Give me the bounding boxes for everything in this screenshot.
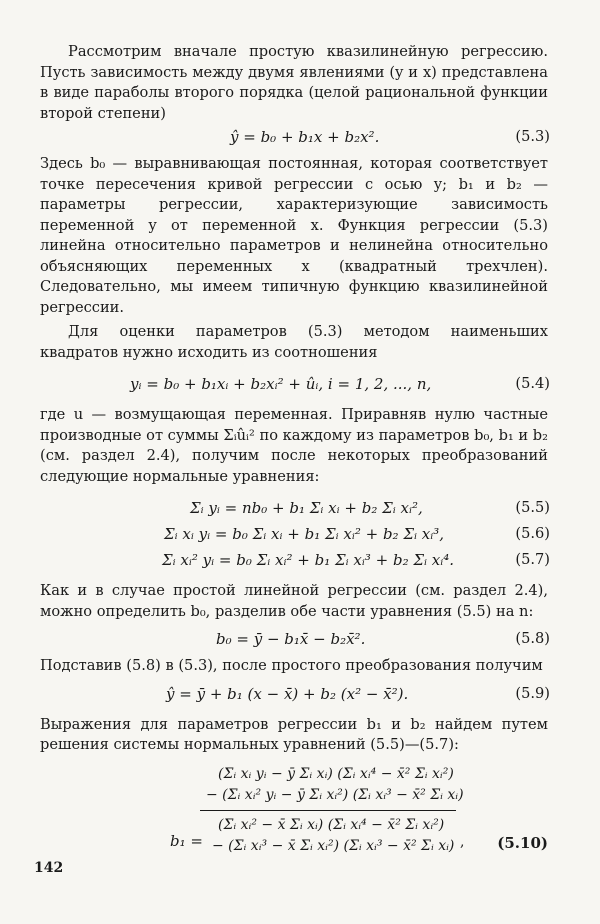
equation-5-5-expr: Σᵢ yᵢ = nb₀ + b₁ Σᵢ xᵢ + b₂ Σᵢ xᵢ²,: [190, 499, 423, 517]
equation-5-9: [40, 681, 548, 707]
equation-5-8-expr: b₀ = ȳ − b₁x̄ − b₂x̄².: [216, 630, 366, 648]
equation-5-9-expr: ŷ = ȳ + b₁ (x − x̄) + b₂ (x² − x̄²).: [166, 684, 409, 703]
equation-5-5-number: (5.5): [515, 499, 550, 516]
equation-5-7: [40, 547, 548, 573]
paragraph-explanation: Здесь b₀ — выравнивающая постоянная, которая соответствует точке пересечения кривой регрессии с осью y; b₁ и b₂ — параметры регрессии, характеризующие зависимость переменной y от переменной x. Функция регрессии (5.3) линейна относительно параметров и нелинейна относительно объясняющих переменных x (квадратный трехчлен). Следовательно, мы имеем типичную функцию квазилинейной регрессии.: [40, 155, 548, 316]
page-number: 142: [34, 860, 64, 876]
denominator-line-2: − (Σᵢ xᵢ³ − x̄ Σᵢ xᵢ²) (Σᵢ xᵢ³ − x̄² Σᵢ xᵢ): [212, 837, 455, 854]
equation-5-10-lhs: b₁ =: [170, 831, 203, 850]
equation-5-7-expr: Σᵢ xᵢ² yᵢ = b₀ Σᵢ xᵢ² + b₁ Σᵢ xᵢ³ + b₂ Σᵢ xᵢ⁴.: [162, 551, 455, 569]
equation-5-6-number: (5.6): [515, 525, 550, 542]
equation-5-5: [40, 495, 548, 521]
fraction-bar: [200, 810, 456, 811]
paragraph-normal-equations: где u — возмущающая переменная. Приравняв нулю частные производные от суммы Σᵢûᵢ² по каждому из параметров b₀, b₁ и b₂ (см. раздел 2.4), получим после некоторых преобразований следующие нормальные уравнения:: [40, 406, 548, 485]
numerator-line-2: − (Σᵢ xᵢ² yᵢ − ȳ Σᵢ xᵢ²) (Σᵢ xᵢ³ − x̄² Σᵢ xᵢ): [206, 786, 464, 803]
equation-5-8-number: (5.8): [515, 630, 550, 647]
denominator-line-1: (Σᵢ xᵢ² − x̄ Σᵢ xᵢ) (Σᵢ xᵢ⁴ − x̄² Σᵢ xᵢ²): [218, 816, 445, 833]
equation-5-7-number: (5.7): [515, 551, 550, 568]
paragraph-ols: Для оценки параметров (5.3) методом наименьших квадратов нужно исходить из соотношения: [40, 323, 548, 361]
equation-5-10-comma: ,: [460, 833, 465, 850]
equation-5-9-number: (5.9): [515, 684, 550, 702]
numerator-line-1: (Σᵢ xᵢ yᵢ − ȳ Σᵢ xᵢ) (Σᵢ xᵢ⁴ − x̄² Σᵢ xᵢ²): [218, 765, 454, 782]
equation-5-6-expr: Σᵢ xᵢ yᵢ = b₀ Σᵢ xᵢ + b₁ Σᵢ xᵢ² + b₂ Σᵢ xᵢ³,: [164, 525, 444, 543]
equation-5-4-expr: yᵢ = b₀ + b₁xᵢ + b₂xᵢ² + ûᵢ, i = 1, 2, ..., n,: [130, 375, 432, 393]
paragraph-substitution: Подставив (5.8) в (5.3), после простого преобразования получим: [40, 657, 543, 674]
equation-5-10-number: (5.10): [497, 833, 548, 852]
equation-5-6: [40, 521, 548, 547]
equation-5-4-number: (5.4): [515, 375, 550, 392]
equation-5-8: [40, 626, 548, 652]
equation-5-4: [40, 371, 548, 397]
paragraph-b1-b2: Выражения для параметров регрессии b₁ и b₂ найдем путем решения системы нормальных уравнений (5.5)—(5.7):: [40, 715, 548, 753]
equation-5-3-number: (5.3): [515, 128, 550, 145]
equation-5-10-fraction: [200, 764, 464, 857]
paragraph-b0: Как и в случае простой линейной регрессии (см. раздел 2.4), можно определить b₀, разделив обе части уравнения (5.5) на n:: [40, 582, 548, 620]
equation-5-3-expr: ŷ = b₀ + b₁x + b₂x².: [230, 128, 380, 146]
paragraph-intro: Рассмотрим вначале простую квазилинейную регрессию. Пусть зависимость между двумя явлениями (y и x) представлена в виде параболы второго порядка (целой рациональной функции второй степени): [40, 43, 548, 122]
equation-5-3: [40, 124, 548, 150]
